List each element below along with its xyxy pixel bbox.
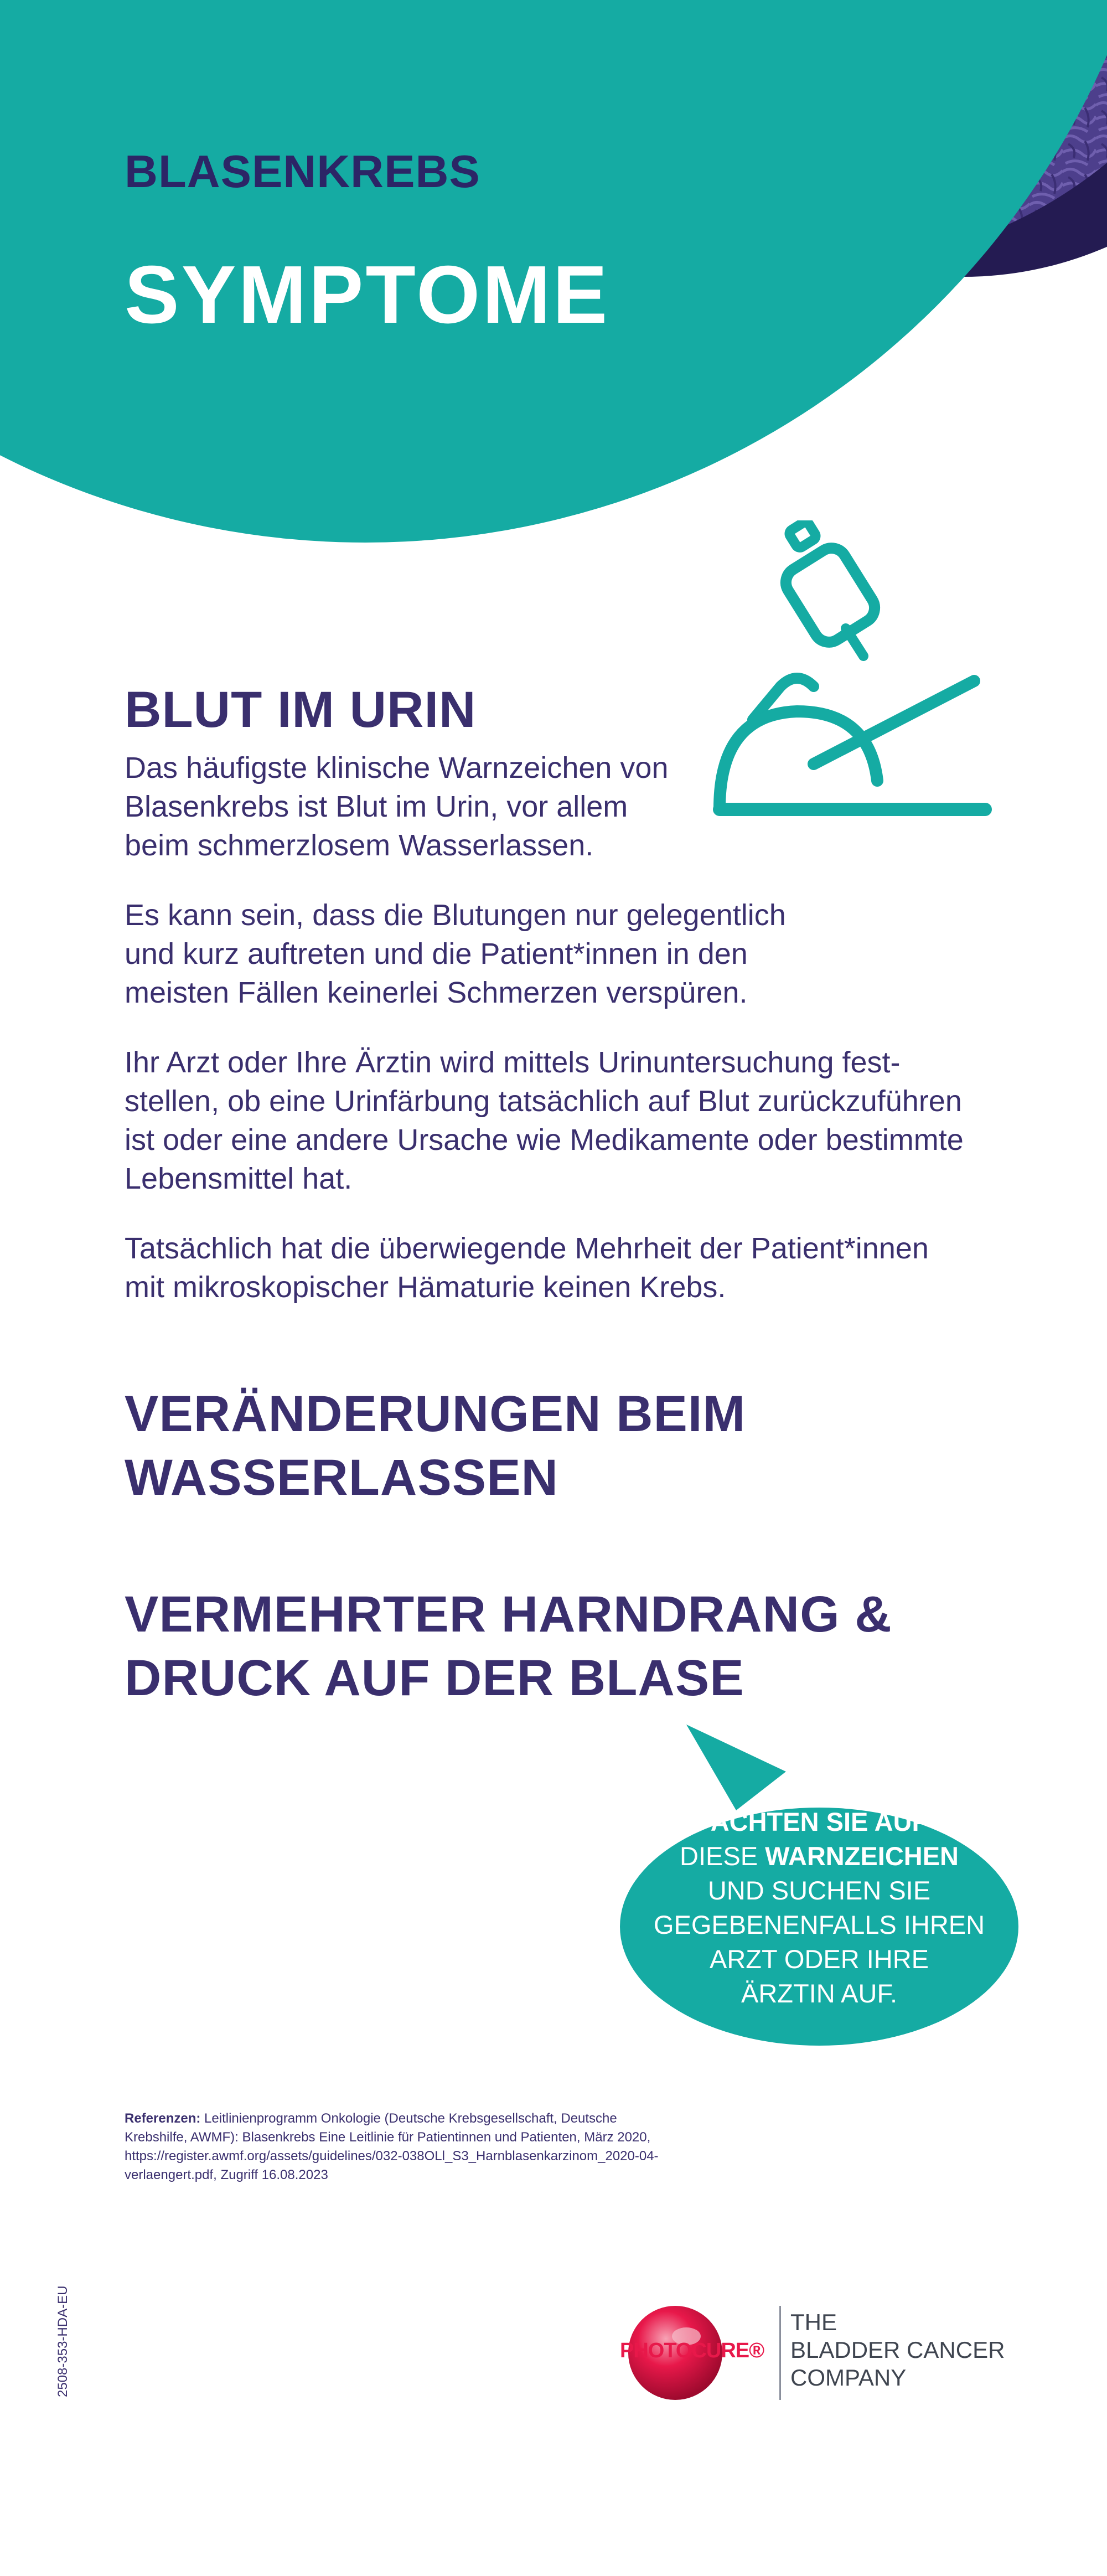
section-title-urination-line2: WASSERLASSEN [125,1449,558,1506]
document-id: 2508-353-HDA-EU [55,2285,70,2397]
references-text: Leitlinienprogramm Onkologie (Deutsche Krebsgesellschaft, Deutsche Krebshilfe, AWMF): Blasenkrebs Eine Leitlinie für Patientinnen und Patienten, März 2020, https://register.awmf.org/assets/guidelines/032-038OLl_S3_Harnblasenkarzinom_2020-04-verlaengert.pdf, Zugriff 16.08.2023 [125,2111,659,2182]
topic-kicker: BLASENKREBS [125,146,480,197]
references [125,2109,678,2185]
photocure-wordmark: PHOTOCURE® [620,2339,764,2362]
paragraph-1: Das häufigste klinische Warnzeichen von Blasenkrebs ist Blut im Urin, vor allem beim schmerzlosem Wasserlassen. [125,751,669,862]
section-title-urge-line1: VERMEHRTER HARNDRANG & [125,1586,892,1643]
callout-line2-prefix: DIESE [680,1841,765,1871]
page-title: SYMPTOME [125,249,610,340]
section-title-blood: BLUT IM URIN [125,682,477,738]
callout-line3: UND SUCHEN SIE [707,1876,931,1905]
section-title-urge-line2: DRUCK AUF DER BLASE [125,1650,744,1706]
section-title-urination-line1: VERÄNDERUNGEN BEIM [125,1386,746,1442]
logo-divider [779,2306,781,2400]
callout-text [620,1805,1018,2011]
paragraph-4: Tatsächlich hat die überwiegende Mehrheit der Patient*innen mit mikroskopischer Hämaturie keinen Krebs. [125,1232,929,1304]
callout-line2-bold: WARNZEICHEN [765,1841,959,1871]
company-tagline: THE BLADDER CANCER COMPANY [790,2309,1005,2391]
callout-line5: ARZT ODER IHRE [709,1944,929,1974]
references-label: Referenzen: [125,2111,201,2126]
callout-line1: ACHTEN SIE AUF [710,1807,928,1836]
paragraph-2: Es kann sein, dass die Blutungen nur gelegentlich und kurz auftreten und die Patient*innen in den meisten Fällen keinerlei Schmerzen verspüren. [125,899,786,1009]
callout-line6: ÄRZTIN AUF. [741,1979,898,2008]
callout-line4: GEGEBENENFALLS IHREN [653,1910,985,1939]
paragraph-3: Ihr Arzt oder Ihre Ärztin wird mittels Urinuntersuchung fest- stellen, ob eine Urinfärbung tatsächlich auf Blut zurückzuführen ist oder eine andere Ursache wie Medikamente oder bestimmte Lebensmittel hat. [125,1046,964,1195]
